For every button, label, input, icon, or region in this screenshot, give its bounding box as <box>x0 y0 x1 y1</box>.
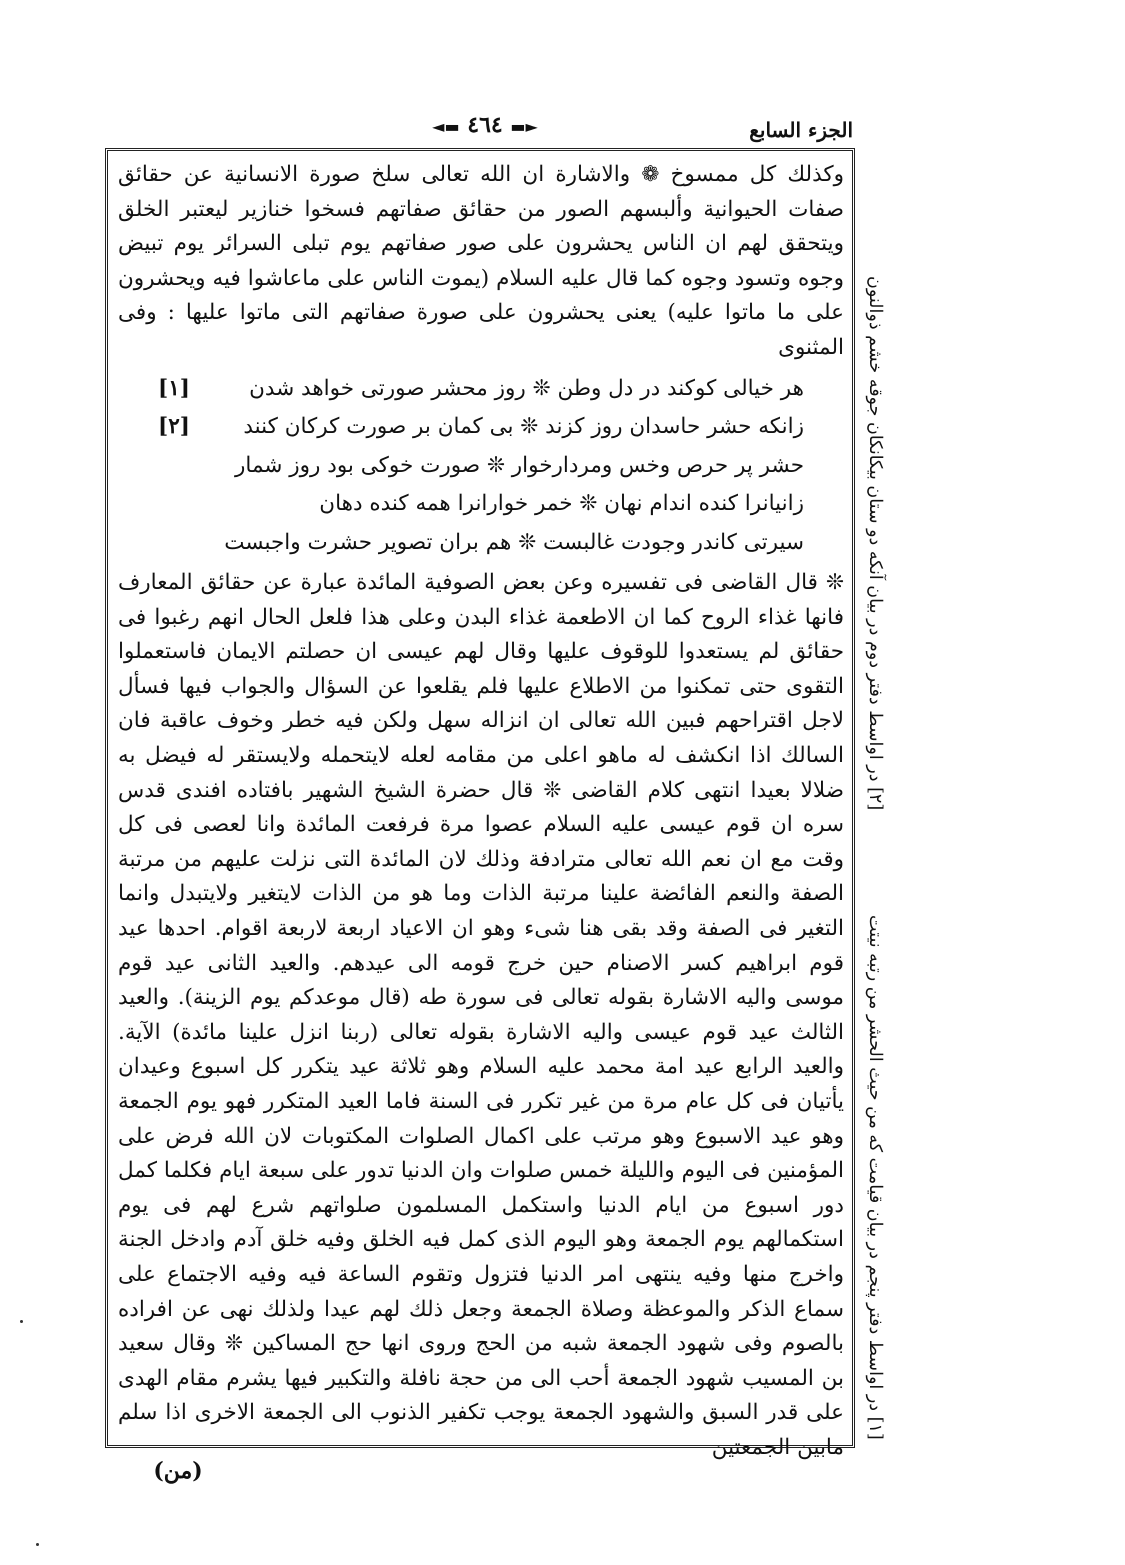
part-title: الجزء السابع <box>749 118 853 142</box>
catchword: (من) <box>153 1458 203 1484</box>
speck <box>20 1320 23 1323</box>
margin-note: [١] در اواسط دفتر پنجم در بيان قيامت كه من حيث الحشر من رتبه نيتت <box>865 915 885 1440</box>
verse <box>158 524 804 563</box>
verse-text: زانيانرا كنده اندام نهان ❊ خمر خوارانرا همه كنده دهان <box>319 491 804 517</box>
verse-text: حشر پر حرص وخس ومردارخوار ❊ صورت خوكى بود روز شمار <box>235 452 804 478</box>
poem <box>158 370 804 563</box>
verse <box>158 447 804 486</box>
ornament-left: ◄▬ <box>432 117 460 136</box>
verse-text: سيرتى كاندر وجودت غالبست ❊ هم بران تصوير حشرت واجبست <box>224 529 804 555</box>
paragraph: وكذلك كل ممسوخ ❁ والاشارة ان الله تعالى سلخ صورة الانسانية عن حقائق صفات الحيوانية وألبسهم الصور من حقائق صفاتهم فسخوا خنازير ليعتبر الخلق ويتحقق لهم ان الناس يحشرون على صور صفاتهم يوم تبلى السرائر يوم تبيض وجوه وتسود وجوه كما قال عليه السلام (يموت الناس على ماعاشوا فيه ويحشرون على ما ماتوا عليه) يعنى يحشرون على صورة صفاتهم التى ماتوا عليها : وفى المثنوى <box>118 162 844 360</box>
main-text <box>118 158 844 1460</box>
verse <box>158 485 804 524</box>
verse-text: هر خيالى كوكند در دل وطن ❊ روز محشر صورتى خواهد شدن <box>249 375 804 401</box>
verse <box>158 370 804 409</box>
page-number <box>425 112 545 138</box>
paragraph: ❊ قال القاضى فى تفسيره وعن بعض الصوفية المائدة عبارة عن حقائق المعارف فانها غذاء الروح كما ان الاطعمة غذاء البدن وعلى هذا فلعل الحال انهم رغبوا فى حقائق لم يستعدوا للوقوف عليها وقال لهم عيسى ان حصلتم الايمان فاستعملوا التقوى حتى تمكنوا من الاطلاع عليها فلم يقلعوا عن السؤال والجواب فيها فسأل لاجل اقتراحهم فبين الله تعالى ان انزاله سهل ولكن فيه خطر وخوف عاقبة فان السالك اذا انكشف له ماهو اعلى من مقامه لعله لايتحمله ولايستقر له فيضل به ضلالا بعيدا انتهى كلام القاضى ❊ قال حضرة الشيخ الشهير بافتاده افندى قدس سره ان قوم عيسى عليه السلام عصوا مرة فرفعت المائدة وانا لعصى فى كل وقت مع ان نعم الله تعالى مترادفة وذلك لان المائدة التى نزلت عليهم من مرتبة الصفة والنعم الفائضة علينا مرتبة الذات وما هو من الذات لايتغير ولايتبدل وانما التغير فى الصفة وقد بقى هنا شىء وهو ان الاعياد اربعة لاربعة اقوام. احدها عيد قوم ابراهيم كسر الاصنام حين خرج قومه الى عيدهم. والعيد الثانى عيد قوم موسى واليه الاشارة بقوله تعالى فى سورة طه (قال موعدكم يوم الزينة). والعيد الثالث عيد قوم عيسى واليه الاشارة بقوله تعالى (ربنا انزل علينا مائدة) الآية. والعيد الرابع عيد امة محمد عليه السلام وهو ثلاثة عيد يتكرر كل اسبوع وعيدان يأتيان فى كل عام مرة من غير تكرر فى السنة فاما العيد المتكرر فهو يوم الجمعة وهو عيد الاسبوع وهو مرتب على اكمال الصلوات المكتوبات لان الله فرض على المؤمنين فى اليوم والليلة خمس صلوات وان الدنيا تدور على سبعة ايام فكلما كمل دور اسبوع من ايام الدنيا واستكمل المسلمون صلواتهم شرع لهم فى يوم استكمالهم يوم الجمعة وهو اليوم الذى كمل فيه الخلق وفيه خلق آدم وادخل الجنة واخرج منها وفيه ينتهى امر الدنيا فتزول وتقوم الساعة فيه وفيه الاجتماع على سماع الذكر والموعظة وصلاة الجمعة وجعل ذلك لهم عيدا ولذلك نهى عن افراده بالصوم وفى شهود الجمعة شبه من الحج وروى انها حج المساكين ❊ وقال سعيد بن المسيب شهود الجمعة أحب الى من حجة نافلة والتكبير فيها يشرم مقام الهدى على قدر السبق والشهود الجمعة يوجب تكفير الذنوب الى الجمعة الاخرى اذا سلم مابين الجمعتين <box>118 570 844 1460</box>
footnote-marker: [٢] <box>158 414 190 440</box>
page-number-text: ٤٦٤ <box>467 112 503 138</box>
speck <box>36 1543 39 1546</box>
margin-note: [٢] در اواسط دفتر دوم در بيان آنكه دو ستان بيكانكان جوقه خشم ذوالنون <box>865 275 885 810</box>
verse <box>158 408 804 447</box>
footnote-marker: [١] <box>158 375 190 401</box>
ornament-right: ▬► <box>510 117 538 136</box>
verse-text: زانكه حشر حاسدان روز كزند ❊ بى كمان بر صورت كركان كنند <box>243 414 804 440</box>
